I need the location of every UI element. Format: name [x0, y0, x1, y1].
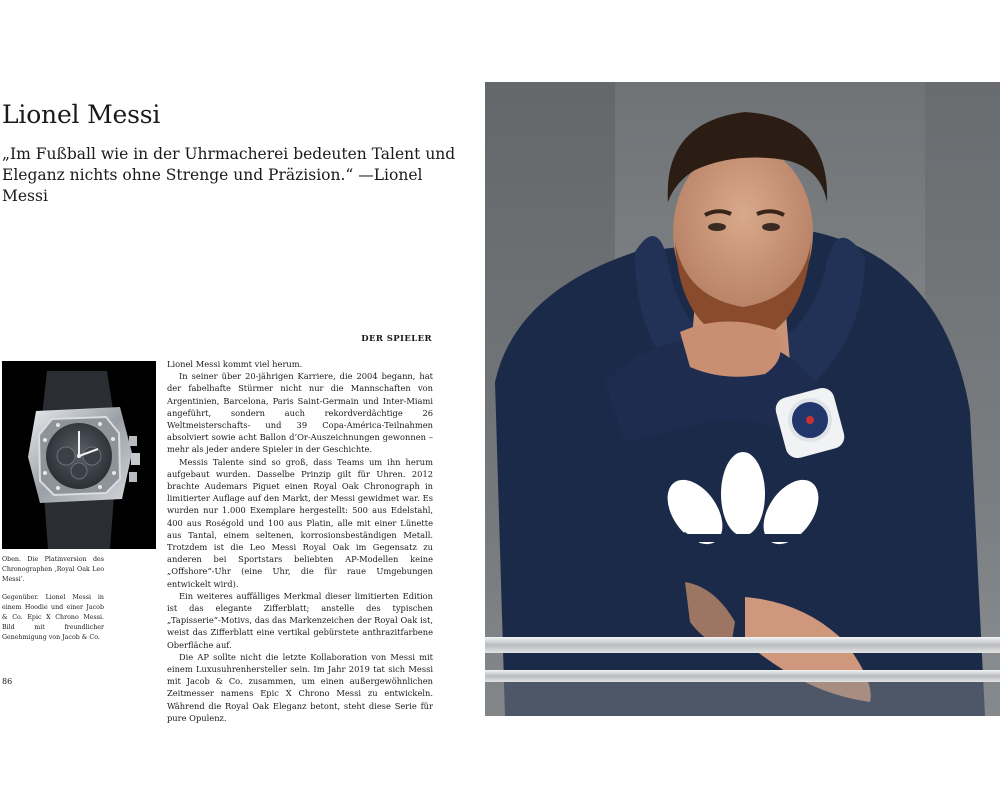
caption-top: Oben. Die Platinversion des Chronographen ‚Royal Oak Leo Messi‘.	[2, 556, 104, 583]
article-title: Lionel Messi	[2, 100, 161, 129]
body-paragraph: Messis Talente sind so groß, dass Teams um ihn herum aufgebaut wurden. Dasselbe Prinzip gilt für Uhren. 2012 brachte Audemars Piguet einen Royal Oak Chronograph in limitierter Auflage auf den Markt, der Messi gewidmet war. Es wurden nur 1.000 Exemplare hergestellt: 500 aus Edelstahl, 400 aus Roségold und 100 aus Platin, alle mit einer Lünette aus Tantal, einem seltenen, korrosionsbeständigen Metall. Trotzdem ist die Leo Messi Royal Oak im Gegensatz zu anderen bei Sportstars beliebten AP-Modellen keine „Offshore“-Uhr (eine Uhr, die für raue Umgebungen entwickelt wird).	[167, 456, 433, 589]
body-paragraph: Ein weiteres auffälliges Merkmal dieser limitierten Edition ist das elegante Zifferblatt; anstelle des typischen „Tapisserie“-Motivs, das das Markenzeichen der Royal Oak ist, weist das Zifferblatt eine vertikal gebürstete anthrazitfarbene Oberfläche auf.	[167, 590, 433, 650]
article-body	[167, 358, 433, 724]
body-paragraph: Lionel Messi kommt viel herum.	[167, 359, 303, 369]
watch-illustration-icon	[2, 361, 156, 549]
left-page	[0, 0, 485, 800]
watch-photo	[2, 361, 156, 549]
body-paragraph: Die AP sollte nicht die letzte Kollaboration von Messi mit einem Luxusuhrenhersteller sein. Im Jahr 2019 tat sich Messi mit Jacob & Co. zusammen, um einen außergewöhnlichen Zeitmesser namens Epic X Chrono Messi zu entwickeln. Während die Royal Oak Eleganz betont, steht diese Serie für pure Opulenz.	[167, 651, 433, 723]
caption-opposite: Gegenüber. Lionel Messi in einem Hoodie und einer Jacob & Co. Epic X Chrono Messi. Bild mit freundlicher Genehmigung von Jacob & Co.	[2, 594, 104, 641]
body-paragraph: In seiner über 20-jährigen Karriere, die 2004 begann, hat der fabelhafte Stürmer nicht nur die Mannschaften von Argentinien, Barcelona, Paris Saint-Germain und Inter-Miami angeführt, sondern auch rekordverdächtige 26 Weltmeisterschafts- und 39 Copa-América-Teilnahmen absolviert sowie acht Ballon d’Or-Auszeichnungen gewonnen – mehr als jeder andere Spieler in der Geschichte.	[167, 371, 433, 455]
pull-quote: „Im Fußball wie in der Uhrmacherei bedeuten Talent und Eleganz nichts ohne Strenge und Präzision.“ —Lionel Messi	[2, 145, 456, 205]
page-number: 86	[2, 677, 13, 686]
section-label: DER SPIELER	[361, 334, 432, 344]
portrait-illustration-icon	[485, 82, 1000, 716]
portrait-photo	[485, 82, 1000, 716]
